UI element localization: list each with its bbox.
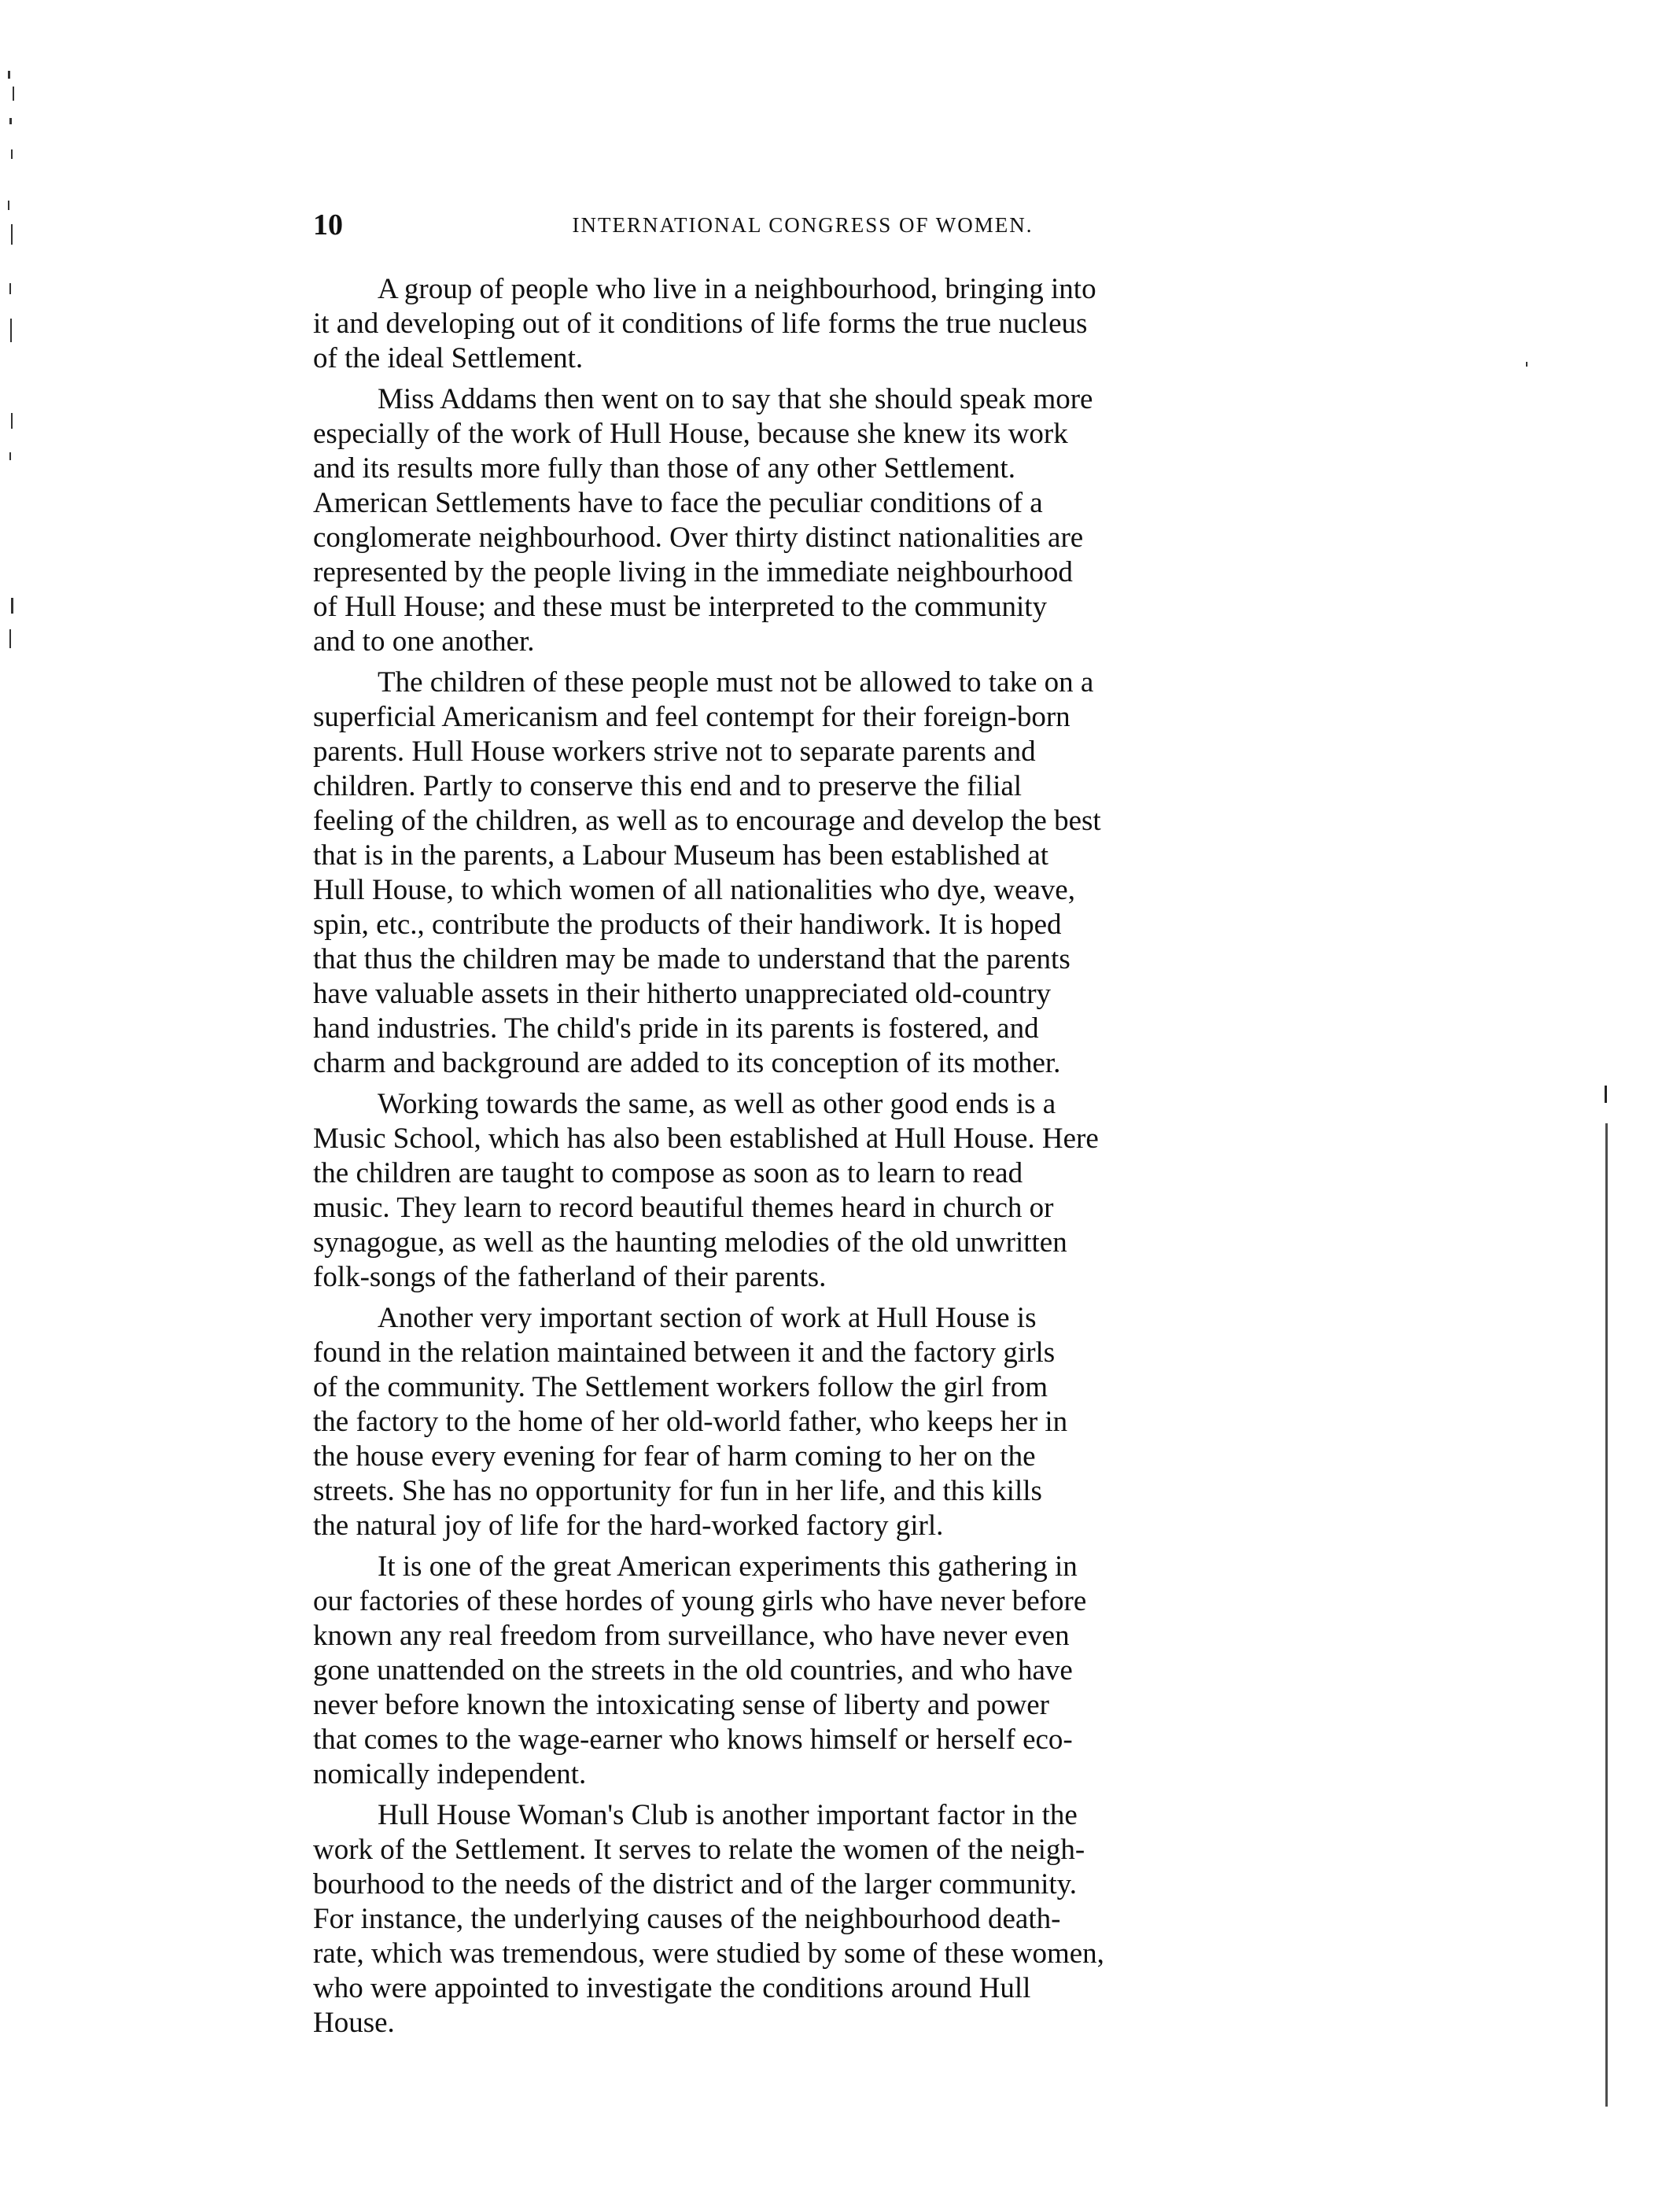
scan-artifact (11, 224, 13, 245)
body-text (313, 272, 1292, 2047)
scan-edge-line (1605, 1123, 1608, 2107)
scan-artifact (1526, 362, 1527, 367)
page-number: 10 (313, 208, 343, 241)
scan-artifact (9, 118, 12, 124)
paragraph: Hull House Woman's Club is another important factor in the work of the Settlement. It serves to relate the women of the neigh- bourhood to the needs of the district and of the larger community. For instance, the underlying causes of the neighbourhood death- rate, which was tremendous, were studied by some of these women, who were appointed to investigate the conditions around Hull House. (313, 1799, 1104, 2039)
scan-edge-mark (1605, 1086, 1607, 1103)
scan-artifact (9, 283, 11, 294)
scan-artifact (11, 598, 13, 614)
paragraph: Miss Addams then went on to say that she should speak more especially of the work of Hull House, because she knew its work and its results more fully than those of any other Settlement. American Settlements have to face the peculiar conditions of a conglomerate neighbourhood. Over thirty distinct nationalities are represented by the people living in the immediate neighbourhood of Hull House; and these must be interpreted to the community and to one another. (313, 383, 1093, 658)
scan-artifact (8, 201, 9, 210)
paragraph: The children of these people must not be allowed to take on a superficial Americanism and feel contempt for their foreign-born parents. Hull House workers strive not to separate parents and children. Partly to conserve this end and to preserve the filial feeling of the children, as well as to encourage and develop the best that is in the parents, a Labour Museum has been established at Hull House, to which women of all nationalities who dye, weave, spin, etc., contribute the products of their handiwork. It is hoped that thus the children may be made to understand that the parents have valuable assets in their hitherto unappreciated old-country hand industries. The child's pride in its parents is fostered, and charm and background are added to its conception of its mother. (313, 666, 1101, 1079)
scan-artifact (9, 452, 11, 460)
paragraph: A group of people who live in a neighbourhood, bringing into it and developing out of it conditions of life forms the true nucleus of the ideal Settlement. (313, 273, 1096, 374)
scan-artifact (11, 149, 13, 159)
scan-artifact (8, 71, 10, 79)
paragraph: Working towards the same, as well as other good ends is a Music School, which has also been established at Hull House. Here the children are taught to compose as soon as to learn to read music. They learn to record beautiful themes heard in church or synagogue, as well as the haunting melodies of the old unwritten folk-songs of the fatherland of their parents. (313, 1088, 1099, 1293)
paragraph: It is one of the great American experiments this gathering in our factories of these hordes of young girls who have never before known any real freedom from surveillance, who have never even gone unattended on the streets in the old countries, and who have never before known the intoxicating sense of liberty and power that comes to the wage-earner who knows himself or herself eco- nomically independent. (313, 1550, 1087, 1790)
paragraph: Another very important section of work at Hull House is found in the relation maintained between it and the factory girls of the community. The Settlement workers follow the girl from the factory to the home of her old-world father, who keeps her in the house every evening for fear of harm coming to her on the streets. She has no opportunity for fun in her life, and this kills the natural joy of life for the hard-worked factory girl. (313, 1302, 1068, 1542)
running-head (313, 203, 1292, 247)
scan-artifact (11, 413, 13, 429)
scan-artifact (9, 629, 11, 648)
scan-artifact (10, 319, 12, 342)
scan-artifact (13, 87, 14, 101)
running-title: INTERNATIONAL CONGRESS OF WOMEN. (572, 213, 1034, 237)
